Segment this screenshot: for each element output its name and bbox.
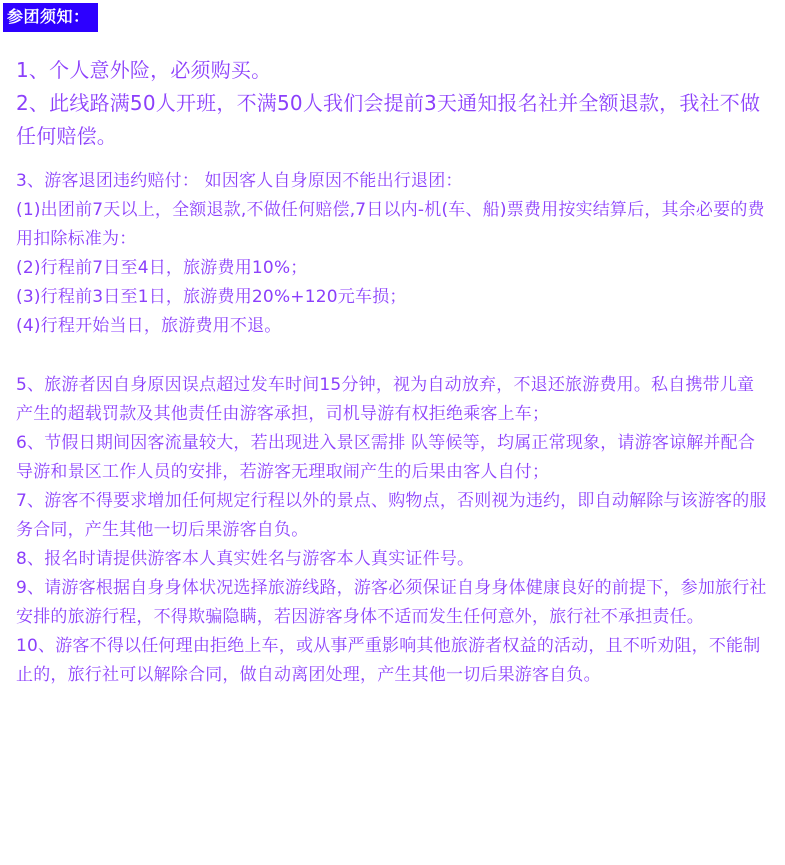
gap-after-item-3 — [16, 341, 771, 371]
notice-item-7: 7、游客不得要求增加任何规定行程以外的景点、购物点，否则视为违约，即自动解除与该游客的服务合同，产生其他一切后果游客自负。 — [16, 491, 767, 540]
gap-after-item-2 — [16, 153, 771, 167]
notice-item-3-sub-d: (4)行程开始当日，旅游费用不退。 — [16, 316, 282, 336]
notice-item-5: 5、旅游者因自身原因误点超过发车时间15分钟，视为自动放弃，不退还旅游费用。私自携带儿童产生的超载罚款及其他责任由游客承担，司机导游有权拒绝乘客上车； — [16, 375, 755, 424]
title-gap — [0, 32, 785, 54]
notice-item-3-sub-b: (2)行程前7日至4日，旅游费用10%； — [16, 258, 308, 278]
notice-item-10: 10、游客不得以任何理由拒绝上车，或从事严重影响其他旅游者权益的活动，且不听劝阻，不能制止的，旅行社可以解除合同，做自动离团处理，产生其他一切后果游客自负。 — [16, 636, 761, 685]
notice-item-8: 8、报名时请提供游客本人真实姓名与游客本人真实证件号。 — [16, 549, 475, 569]
notice-body — [0, 54, 785, 690]
notice-item-3-sub-c: (3)行程前3日至1日，旅游费用20%+120元车损； — [16, 287, 407, 307]
page-title: 参团须知： — [3, 3, 98, 32]
notice-item-3-sub-a: (1)出团前7天以上，全额退款,不做任何赔偿,7日以内-机(车、船)票费用按实结算后，其余必要的费用扣除标准为： — [16, 200, 765, 249]
notice-item-2: 2、此线路满50人开班，不满50人我们会提前3天通知报名社并全额退款，我社不做任何赔偿。 — [16, 91, 761, 148]
notice-item-6: 6、节假日期间因客流量较大，若出现进入景区需排 队等候等，均属正常现象，请游客谅解并配合导游和景区工作人员的安排，若游客无理取闹产生的后果由客人自付； — [16, 433, 756, 482]
notice-item-9: 9、请游客根据自身身体状况选择旅游线路，游客必须保证自身身体健康良好的前提下，参加旅行社安排的旅游行程，不得欺骗隐瞒，若因游客身体不适而发生任何意外，旅行社不承担责任。 — [16, 578, 767, 627]
notice-item-3-title: 3、游客退团违约赔付： 如因客人自身原因不能出行退团： — [16, 171, 463, 191]
notice-item-1: 1、个人意外险，必须购买。 — [16, 58, 272, 82]
